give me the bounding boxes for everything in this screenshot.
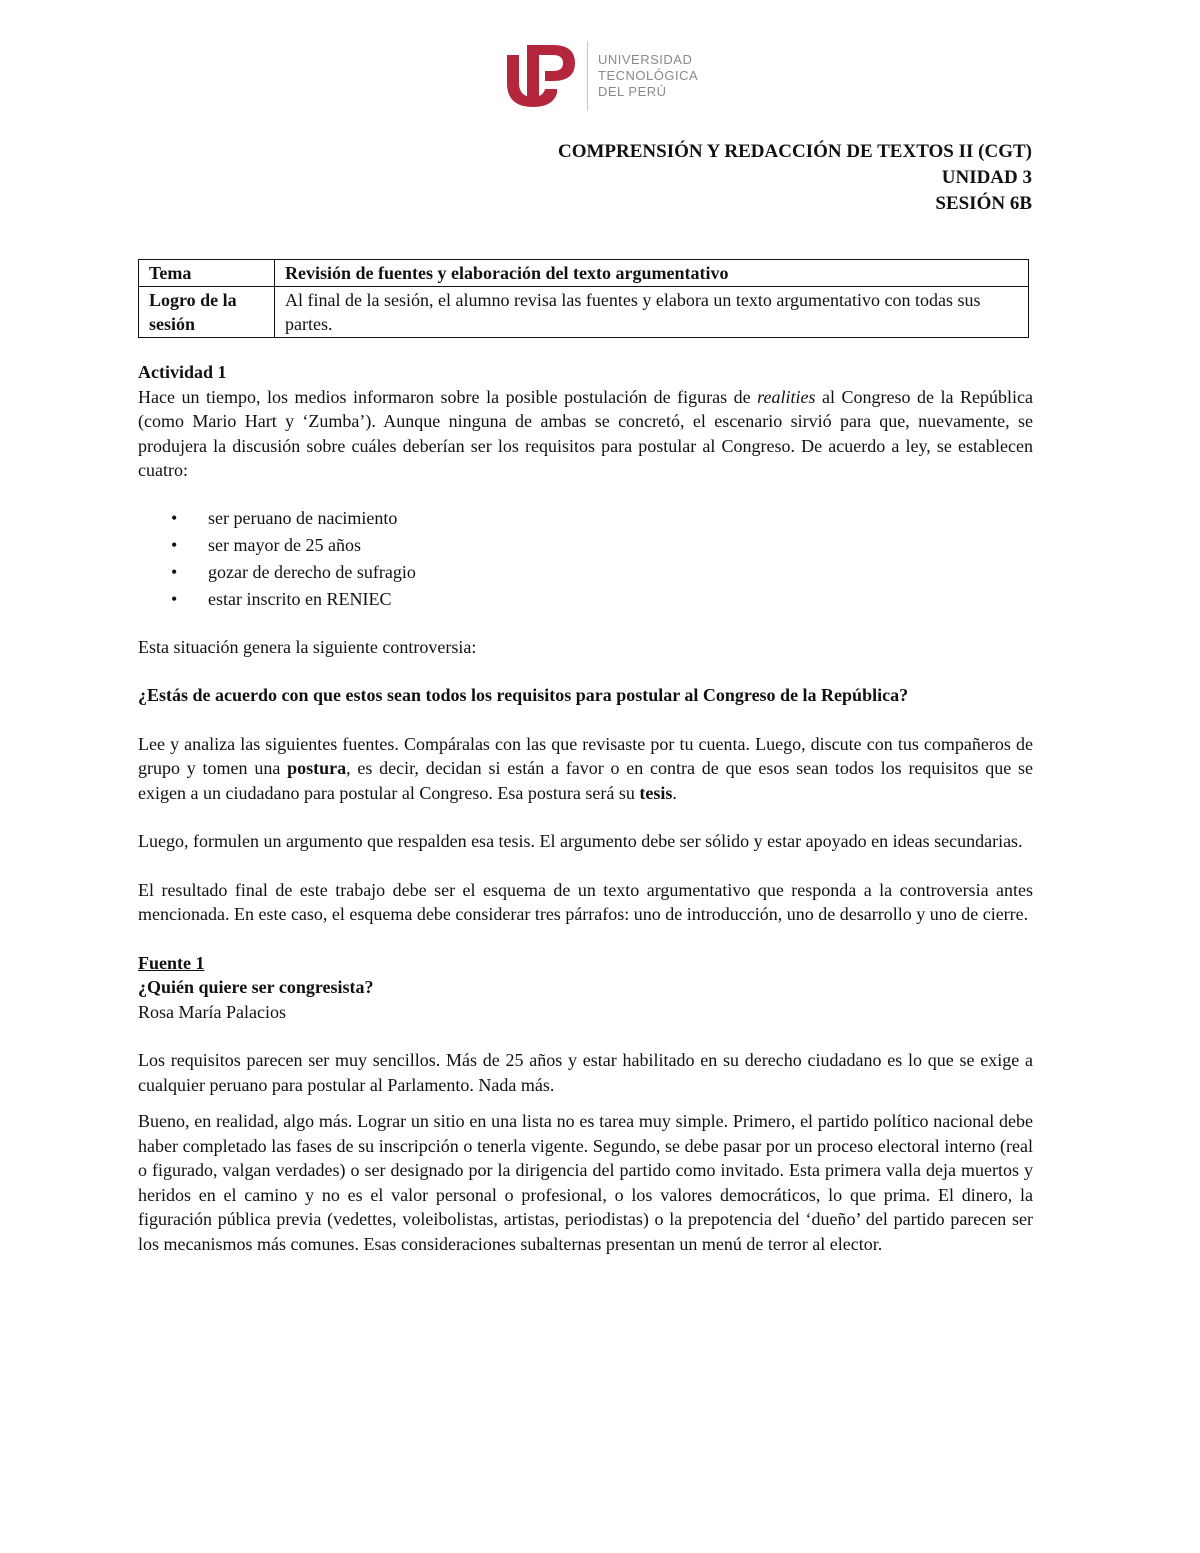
list-item: • ser peruano de nacimiento xyxy=(138,505,1033,532)
list-item: • estar inscrito en RENIEC xyxy=(138,586,1033,613)
intro-part-1: Hace un tiempo, los medios informaron sobre la posible postulación de figuras de xyxy=(138,386,758,407)
requirements-list xyxy=(138,505,1033,613)
source-author: Rosa María Palacios xyxy=(138,1001,286,1022)
instructions-part-2: , es decir, decidan si están a favor o en contra de que esos sean todos los requisitos que se exigen a un ciudadano para postular al Congreso. Esa postura será su xyxy=(138,758,1033,803)
tesis-term: tesis xyxy=(639,782,673,803)
utp-logo xyxy=(503,40,698,112)
session-label: SESIÓN 6B xyxy=(935,193,1032,214)
source-label: Fuente 1 xyxy=(138,952,205,973)
logro-label: Logro de la sesión xyxy=(139,287,275,338)
logro-value: Al final de la sesión, el alumno revisa las fuentes y elabora un texto argumentativo con todas sus partes. xyxy=(275,287,1029,338)
activity-title: Actividad 1 xyxy=(138,362,227,382)
source-title: ¿Quién quiere ser congresista? xyxy=(138,977,374,997)
controversy-question: ¿Estás de acuerdo con que estos sean todos los requisitos para postular al Congreso de la República? xyxy=(138,685,909,705)
tema-value: Revisión de fuentes y elaboración del texto argumentativo xyxy=(275,260,1029,287)
table-row-logro xyxy=(139,287,1029,338)
tema-label: Tema xyxy=(139,260,275,287)
result-text: El resultado final de este trabajo debe ser el esquema de un texto argumentativo que responda a la controversia antes mencionada. En este caso, el esquema debe considerar tres párrafos: uno de introducción, uno de desarrollo y uno de cierre. xyxy=(138,879,1033,924)
logo-line-3: DEL PERÚ xyxy=(598,84,667,99)
instructions-part-3: . xyxy=(672,782,677,803)
argument-text: Luego, formulen un argumento que respalden esa tesis. El argumento debe ser sólido y estar apoyado en ideas secundarias. xyxy=(138,831,1023,851)
source-paragraph-1: Los requisitos parecen ser muy sencillos. Más de 25 años y estar habilitado en su derecho ciudadano es lo que se exige a cualquier peruano para postular al Parlamento. Nada más. xyxy=(138,1050,1033,1095)
utp-logo-icon xyxy=(503,41,579,111)
document-header xyxy=(558,139,1032,217)
source-paragraph-2: Bueno, en realidad, algo más. Lograr un sitio en una lista no es tarea muy simple. Primero, el partido político nacional debe haber completado las fases de su inscripción o tenerla vigente. Segundo, se debe pasar por un proceso electoral interno (real o figurado, valgan verdades) o ser designado por la dirigencia del partido como invitado. Esta primera valla deja muertos y heridos en el camino y no es el valor personal o profesional, o los valores democráticos, lo que prima. El dinero, la figuración pública previa (vedettes, voleibolistas, artistas, periodistas) o la prepotencia del ‘dueño’ del partido parecen ser los mecanismos más comunes. Esas consideraciones subalternas presentan un menú de terror al elector. xyxy=(138,1111,1033,1254)
logo-divider xyxy=(587,41,588,111)
situation-text: Esta situación genera la siguiente controversia: xyxy=(138,636,477,657)
instructions-text xyxy=(138,732,1033,806)
table-row-tema xyxy=(139,260,1029,287)
unit-label: UNIDAD 3 xyxy=(941,167,1032,188)
logo-line-2: TECNOLÓGICA xyxy=(598,68,699,83)
postura-term: postura xyxy=(287,758,347,778)
activity-intro xyxy=(138,385,1033,483)
document-body xyxy=(138,360,1033,1256)
logo-wordmark xyxy=(598,52,698,100)
list-item: • gozar de derecho de sufragio xyxy=(138,559,1033,586)
intro-emphasis: realities xyxy=(757,386,816,407)
list-item: • ser mayor de 25 años xyxy=(138,532,1033,559)
instructions-part-1: Lee y analiza las siguientes fuentes. Compáralas con las que revisaste por tu cuenta. Luego, discute con tus compañeros de grupo y tomen una xyxy=(138,733,1033,778)
session-info-table xyxy=(138,259,1029,338)
intro-part-2: al Congreso de la República (como Mario Hart y ‘Zumba’). Aunque ninguna de ambas se concretó, el escenario sirvió para que, nuevamente, se produjera la discusión sobre cuáles deberían ser los requisitos para postular al Congreso. De acuerdo a ley, se establecen cuatro: xyxy=(138,386,1033,480)
course-title: COMPRENSIÓN Y REDACCIÓN DE TEXTOS II (CGT) xyxy=(557,141,1032,162)
logo-line-1: UNIVERSIDAD xyxy=(598,52,693,67)
